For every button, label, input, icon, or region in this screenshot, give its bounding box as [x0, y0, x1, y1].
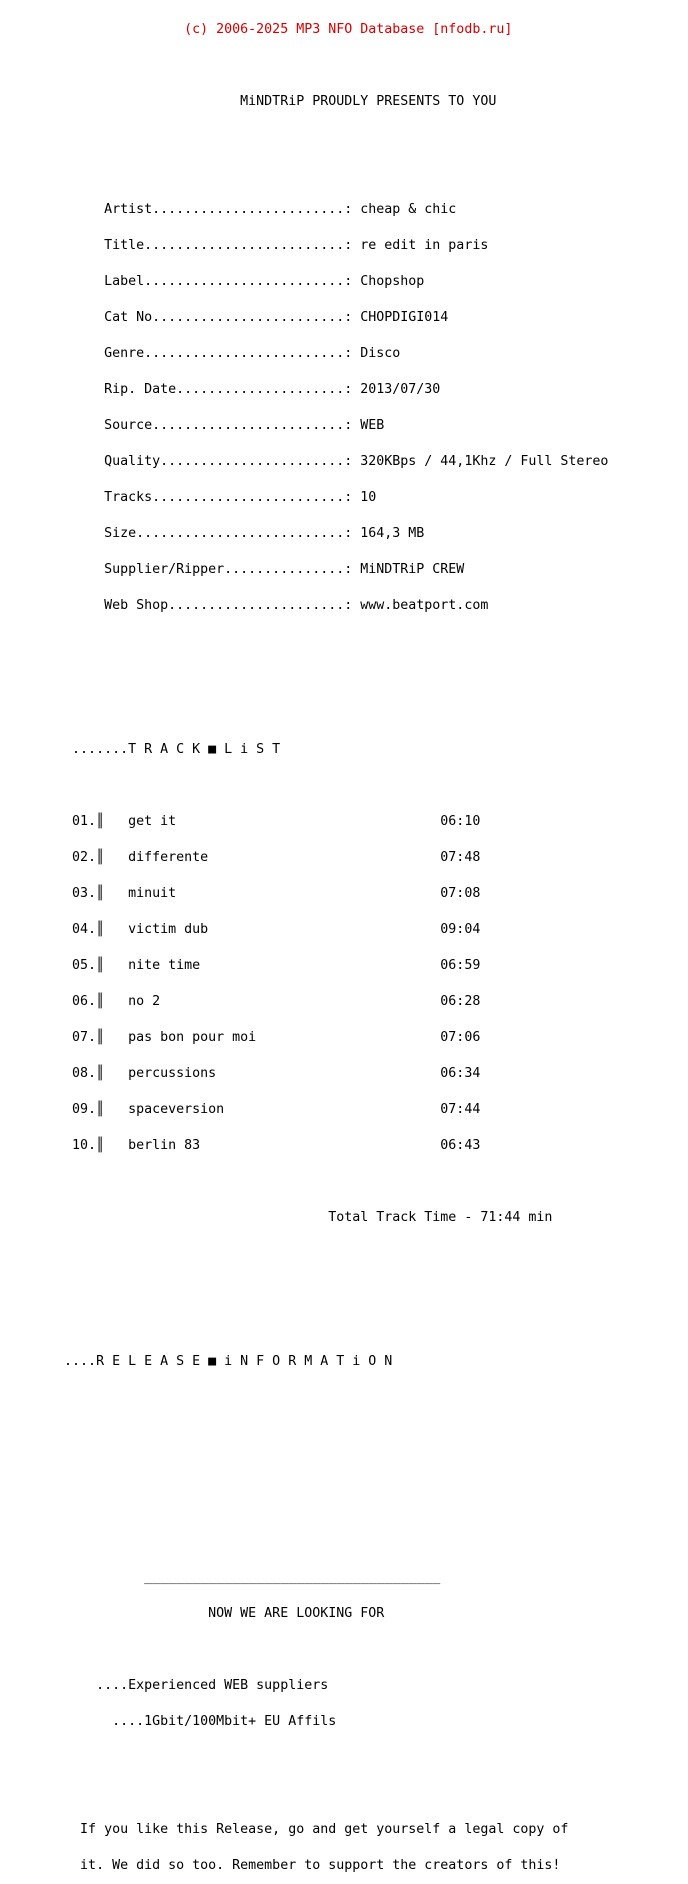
blank-line [0, 672, 688, 684]
looking-for-heading: NOW WE ARE LOOKING FOR [0, 1606, 385, 1621]
total-track-time: Total Track Time - 71:44 min [0, 1210, 553, 1225]
info-label: Label.........................: Chopshop [0, 274, 425, 289]
presents-line: MiNDTRiP PROUDLY PRESENTS TO YOU [0, 94, 497, 109]
info-title: Title.........................: re edit in paris [0, 238, 489, 253]
footer-line-2: it. We did so too. Remember to support the creators of this! [0, 1858, 561, 1873]
blank-line [0, 1644, 688, 1656]
track-row: 03.║ minuit 07:08 [0, 886, 481, 901]
looking-for-suppliers: ....Experienced WEB suppliers [0, 1678, 329, 1693]
blank-line [0, 1428, 688, 1440]
info-supplier: Supplier/Ripper...............: MiNDTRiP CREW [0, 562, 465, 577]
info-cat-no: Cat No........................: CHOPDIGI014 [0, 310, 449, 325]
info-source: Source........................: WEB [0, 418, 385, 433]
info-web-shop: Web Shop......................: www.beatport.com [0, 598, 489, 613]
track-row: 09.║ spaceversion 07:44 [0, 1102, 481, 1117]
blank-line [0, 1392, 688, 1404]
blank-line [0, 132, 688, 144]
info-artist: Artist........................: cheap & chic [0, 202, 457, 217]
footer-line-1: If you like this Release, go and get yourself a legal copy of [0, 1822, 569, 1837]
blank-line [0, 1320, 688, 1332]
blank-line [0, 708, 688, 720]
blank-line [0, 168, 688, 180]
track-row: 02.║ differente 07:48 [0, 850, 481, 865]
blank-line [0, 1284, 688, 1296]
blank-line [0, 1752, 688, 1764]
blank-line [0, 1176, 688, 1188]
track-row: 04.║ victim dub 09:04 [0, 922, 481, 937]
info-quality: Quality.......................: 320KBps / 44,1Khz / Full Stereo [0, 454, 609, 469]
credit-line[interactable]: (c) 2006-2025 MP3 NFO Database [nfodb.ru] [0, 22, 513, 37]
blank-line [0, 1536, 688, 1548]
track-row: 06.║ no 2 06:28 [0, 994, 481, 1009]
looking-for-affils: ....1Gbit/100Mbit+ EU Affils [0, 1714, 337, 1729]
track-row: 01.║ get it 06:10 [0, 814, 481, 829]
info-rip-date: Rip. Date.....................: 2013/07/30 [0, 382, 441, 397]
info-tracks: Tracks........................: 10 [0, 490, 377, 505]
info-genre: Genre.........................: Disco [0, 346, 401, 361]
blank-line [0, 1248, 688, 1260]
blank-line [0, 636, 688, 648]
blank-line [0, 780, 688, 792]
blank-line [0, 1464, 688, 1476]
blank-line [0, 1500, 688, 1512]
blank-line [0, 60, 688, 72]
track-row: 10.║ berlin 83 06:43 [0, 1138, 481, 1153]
release-information-heading: ....R E L E A S E ■ i N F O R M A T i O N [0, 1354, 393, 1369]
track-row: 08.║ percussions 06:34 [0, 1066, 481, 1081]
track-row: 05.║ nite time 06:59 [0, 958, 481, 973]
track-row: 07.║ pas bon pour moi 07:06 [0, 1030, 481, 1045]
blank-line [0, 1788, 688, 1800]
info-size: Size..........................: 164,3 MB [0, 526, 425, 541]
tracklist-heading: .......T R A C K ■ L i S T [0, 742, 281, 757]
looking-for-rule: _____________________________________ [0, 1570, 441, 1585]
